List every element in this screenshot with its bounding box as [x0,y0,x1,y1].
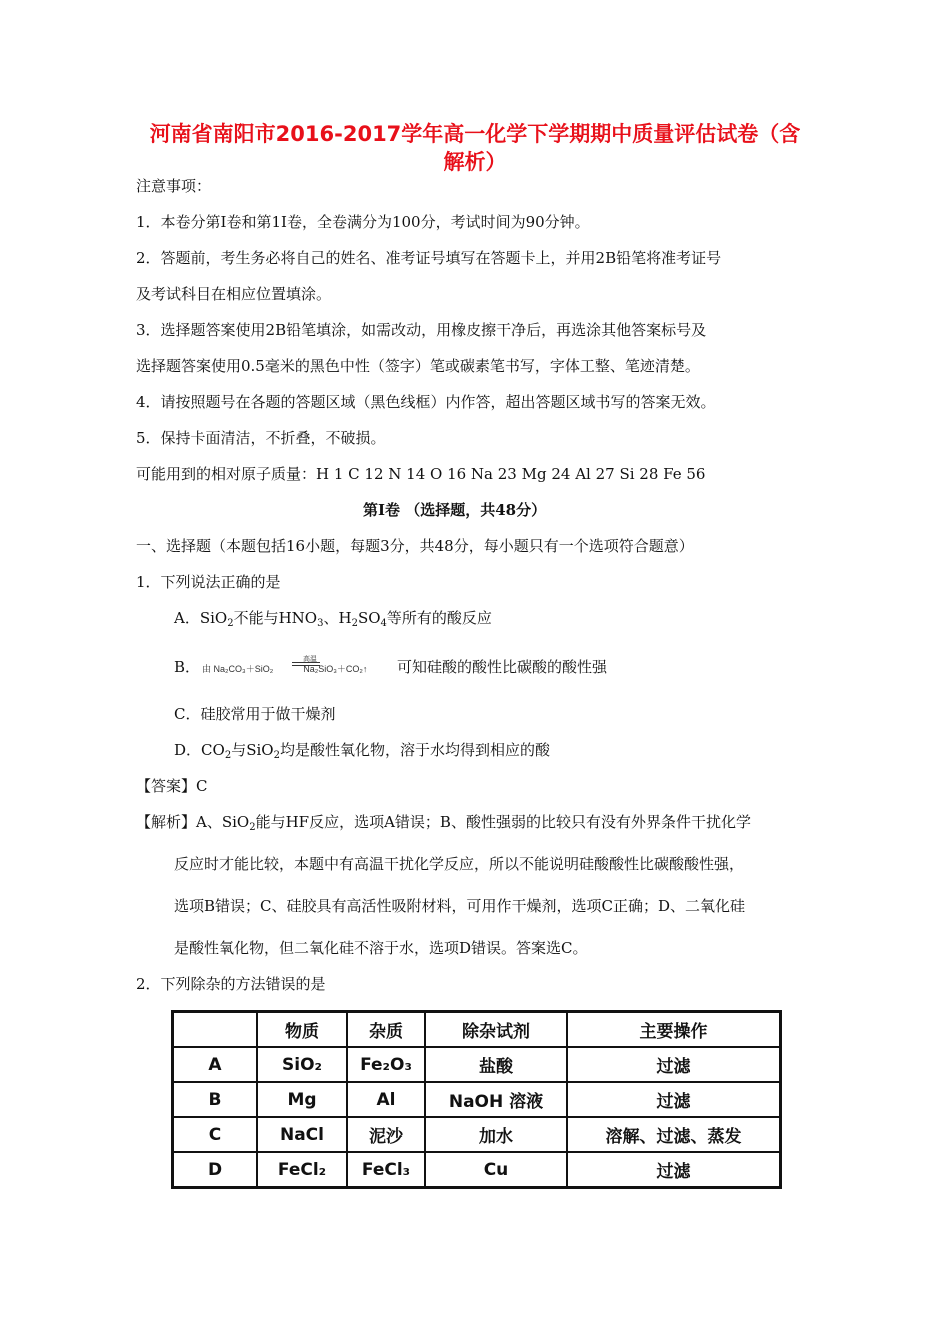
section-intro: 一、选择题（本题包括16小题，每题3分，共48分，每小题只有一个选项符合题意） [136,537,694,555]
atomic-masses: 可能用到的相对原子质量：H 1 C 12 N 14 O 16 Na 23 Mg 24 Al 27 Si 28 Fe 56 [136,465,706,483]
table-header [173,1012,258,1048]
table-cell: 过滤 [567,1082,781,1117]
table-cell: B [173,1082,258,1117]
table-cell: 泥沙 [347,1117,425,1152]
notice-item-3: 3．选择题答案使用2B铅笔填涂，如需改动，用橡皮擦干净后，再选涂其他答案标号及 [136,321,707,339]
table-cell: NaOH 溶液 [425,1082,567,1117]
notice-item-2: 2．答题前，考生务必将自己的姓名、准考证号填写在答题卡上，并用2B铅笔将准考证号 [136,249,722,267]
table-cell: 溶解、过滤、蒸发 [567,1117,781,1152]
table-header-row [173,1012,781,1048]
table-cell: Cu [425,1152,567,1188]
option-b-rest: 可知硅酸的酸性比碳酸的酸性强 [397,658,608,676]
table-row [173,1152,781,1188]
table-header: 杂质 [347,1012,425,1048]
q1-analysis-line-1: 【解析】A、SiO$_2$能与HF反应，选项A错误；B、酸性强弱的比较只有没有外界条件干扰化学 [136,813,751,833]
title-line-1: 河南省南阳市2016-2017学年高一化学下学期期中质量评估试卷（含 [149,122,801,146]
q1-analysis-line-2: 反应时才能比较，本题中有高温干扰化学反应，所以不能说明硅酸酸性比碳酸酸性强， [174,855,745,873]
table-cell: Mg [257,1082,347,1117]
table-row [173,1047,781,1082]
section-heading: 第Ⅰ卷 （选择题，共48分） [363,501,547,519]
q1-stem: 1．下列说法正确的是 [136,573,281,591]
equation-image: 由 Na₂CO₃＋SiO₂ Na₂SiO₃＋CO₂↑ 高温 [202,656,368,674]
table-cell: C [173,1117,258,1152]
title-line-2: 解析） [443,150,507,174]
table-header: 除杂试剂 [425,1012,567,1048]
table-cell: FeCl₃ [347,1152,425,1188]
q1-option-d: D．$CO_2$与SiO$_2$均是酸性氧化物，溶于水均得到相应的酸 [174,741,550,761]
table-cell: SiO₂ [257,1047,347,1082]
q1-answer: 【答案】C [136,777,208,795]
notice-item-2-cont: 及考试科目在相应位置填涂。 [136,285,332,303]
impurity-removal-table [171,1010,782,1189]
table-cell: FeCl₂ [257,1152,347,1188]
table-cell: A [173,1047,258,1082]
q1-option-b [174,652,607,677]
q1-option-c: C．硅胶常用于做干燥剂 [174,705,336,723]
table-cell: 过滤 [567,1047,781,1082]
q1-option-a: A．SiO$_2$不能与$HNO_3$、$H_2SO_4$等所有的酸反应 [174,609,492,629]
q2-stem: 2．下列除杂的方法错误的是 [136,975,326,993]
table-cell: 盐酸 [425,1047,567,1082]
notice-heading: 注意事项： [136,177,212,195]
notice-item-4: 4．请按照题号在各题的答题区域（黑色线框）内作答，超出答题区域书写的答案无效。 [136,393,716,411]
table-cell: D [173,1152,258,1188]
option-b-label: B． [174,658,201,676]
table-cell: 过滤 [567,1152,781,1188]
table-header: 主要操作 [567,1012,781,1048]
table-row [173,1082,781,1117]
table-cell: Fe₂O₃ [347,1047,425,1082]
table-row [173,1117,781,1152]
table-cell: NaCl [257,1117,347,1152]
notice-item-1: 1．本卷分第Ⅰ卷和第1Ⅰ卷，全卷满分为100分，考试时间为90分钟。 [136,213,590,231]
notice-item-3-cont: 选择题答案使用0.5毫米的黑色中性（签字）笔或碳素笔书写，字体工整、笔迹清楚。 [136,357,700,375]
notice-item-5: 5．保持卡面清洁，不折叠，不破损。 [136,429,386,447]
table-cell: Al [347,1082,425,1117]
q1-analysis-line-3: 选项B错误；C、硅胶具有高活性吸附材料，可用作干燥剂，选项C正确；D、二氧化硅 [174,897,746,915]
table-cell: 加水 [425,1117,567,1152]
exam-title [120,120,830,176]
q1-analysis-line-4: 是酸性氧化物，但二氧化硅不溶于水，选项D错误。答案选C。 [174,939,588,957]
table-header: 物质 [257,1012,347,1048]
